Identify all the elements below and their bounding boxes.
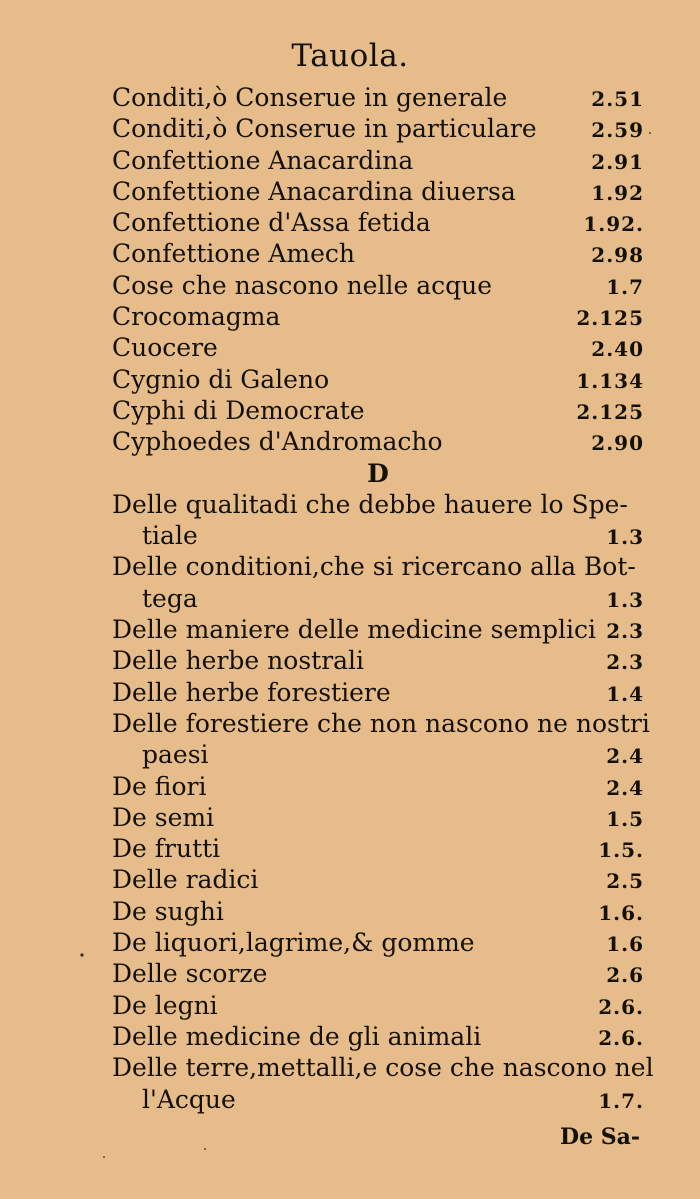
entry-name: Delle terre,mettalli,e cose che nascono nel [112, 1053, 654, 1083]
index-entry [112, 176, 644, 207]
entry-page: 1.5. [598, 838, 644, 863]
entry-name: Conditi,ò Conserue in particulare [112, 114, 537, 144]
entry-name: De legni [112, 990, 218, 1020]
index-entry-continuation [112, 520, 644, 551]
catchword: De Sa- [559, 1124, 640, 1150]
entry-name: Cygnio di Galeno [112, 364, 330, 394]
entry-name: l'Acque [142, 1084, 236, 1114]
entry-page: 2.125 [576, 399, 644, 424]
entry-page: 2.125 [576, 306, 644, 331]
entry-name: Delle maniere delle medicine semplici [112, 615, 596, 645]
entry-page: 2.4 [606, 775, 644, 800]
entry-page: 1.134 [576, 368, 644, 393]
entry-name: tega [142, 583, 198, 613]
entry-page: 1.7. [598, 1088, 644, 1113]
entry-name: Confettione d'Assa fetida [112, 208, 431, 238]
entry-page: 1.6. [598, 900, 644, 925]
entry-name: Cose che nascono nelle acque [112, 270, 493, 300]
entry-name: Delle radici [112, 865, 259, 895]
entry-name: Delle forestiere che non nascono ne nostri [112, 708, 650, 738]
index-entry [112, 82, 644, 113]
index-list [112, 82, 654, 1115]
entry-page: 2.4 [606, 744, 644, 769]
entry-name: Delle medicine de gli animali [112, 1021, 482, 1051]
index-entry [112, 833, 644, 864]
entry-name: De sughi [112, 896, 224, 926]
entry-name: De liquori,lagrime,& gomme [112, 928, 475, 958]
entry-name: Crocomagma [112, 302, 281, 332]
entry-page: 2.5 [606, 869, 644, 894]
section-letter-row [112, 458, 644, 489]
index-entry [112, 489, 644, 520]
index-entry [112, 1052, 654, 1083]
index-entry [112, 958, 644, 989]
index-entry [112, 113, 644, 144]
index-entry [112, 301, 644, 332]
entry-page: 1.92. [583, 212, 644, 237]
index-entry [112, 1021, 644, 1052]
index-entry-continuation [112, 583, 644, 614]
entry-name: Delle herbe nostrali [112, 646, 365, 676]
entry-page: 1.7 [606, 274, 644, 299]
entry-name: De frutti [112, 834, 221, 864]
entry-name: Delle scorze [112, 959, 268, 989]
entry-name: Confettione Anacardina diuersa [112, 176, 516, 206]
index-entry [112, 645, 644, 676]
entry-name: De fiori [112, 771, 207, 801]
index-entry [112, 395, 644, 426]
index-entry [112, 896, 644, 927]
index-entry [112, 677, 644, 708]
index-entry [112, 614, 644, 645]
index-entry [112, 207, 644, 238]
entry-page: 1.3 [606, 525, 644, 550]
entry-page: 2.3 [606, 650, 644, 675]
index-entry [112, 802, 644, 833]
entry-page: 2.98 [591, 243, 644, 268]
index-entry [112, 927, 644, 958]
entry-page: 2.6. [598, 994, 644, 1019]
entry-page: 1.3 [606, 587, 644, 612]
entry-page: 2.40 [591, 337, 644, 362]
index-entry [112, 332, 644, 363]
entry-page: 2.3 [606, 619, 644, 644]
index-entry [112, 426, 644, 457]
index-entry [112, 270, 644, 301]
entry-page: 2.90 [591, 431, 644, 456]
entry-page: 1.5 [606, 806, 644, 831]
index-entry-continuation [112, 739, 644, 770]
index-entry [112, 990, 644, 1021]
entry-name: tiale [142, 521, 198, 551]
entry-name: Delle herbe forestiere [112, 677, 391, 707]
entry-name: paesi [142, 740, 209, 770]
index-entry [112, 864, 644, 895]
entry-page: 1.4 [606, 681, 644, 706]
index-entry [112, 771, 644, 802]
index-entry [112, 551, 644, 582]
entry-page: 2.91 [591, 149, 644, 174]
entry-name: Cyphoedes d'Andromacho [112, 427, 443, 457]
entry-name: Delle conditioni,che si ricercano alla Bot- [112, 552, 636, 582]
index-entry [112, 145, 644, 176]
entry-page: 2.59 [591, 118, 644, 143]
index-entry-continuation [112, 1084, 644, 1115]
entry-name: Delle qualitadi che debbe hauere lo Spe- [112, 489, 628, 519]
entry-page: 1.6 [606, 932, 644, 957]
entry-page: 2.6 [606, 963, 644, 988]
entry-page: 2.51 [591, 87, 644, 111]
page-title: Tauola. [291, 38, 409, 74]
entry-name: Confettione Amech [112, 239, 355, 269]
index-entry [112, 364, 644, 395]
entry-name: De semi [112, 802, 215, 832]
entry-name: Confettione Anacardina [112, 145, 414, 175]
entry-page: 2.6. [598, 1025, 644, 1050]
entry-name: Cuocere [112, 333, 218, 363]
section-letter: D [367, 458, 389, 488]
index-entry [112, 238, 644, 269]
entry-page: 1.92 [591, 180, 644, 205]
index-entry [112, 708, 650, 739]
entry-name: Conditi,ò Conserue in generale [112, 83, 508, 112]
entry-name: Cyphi di Democrate [112, 395, 365, 425]
